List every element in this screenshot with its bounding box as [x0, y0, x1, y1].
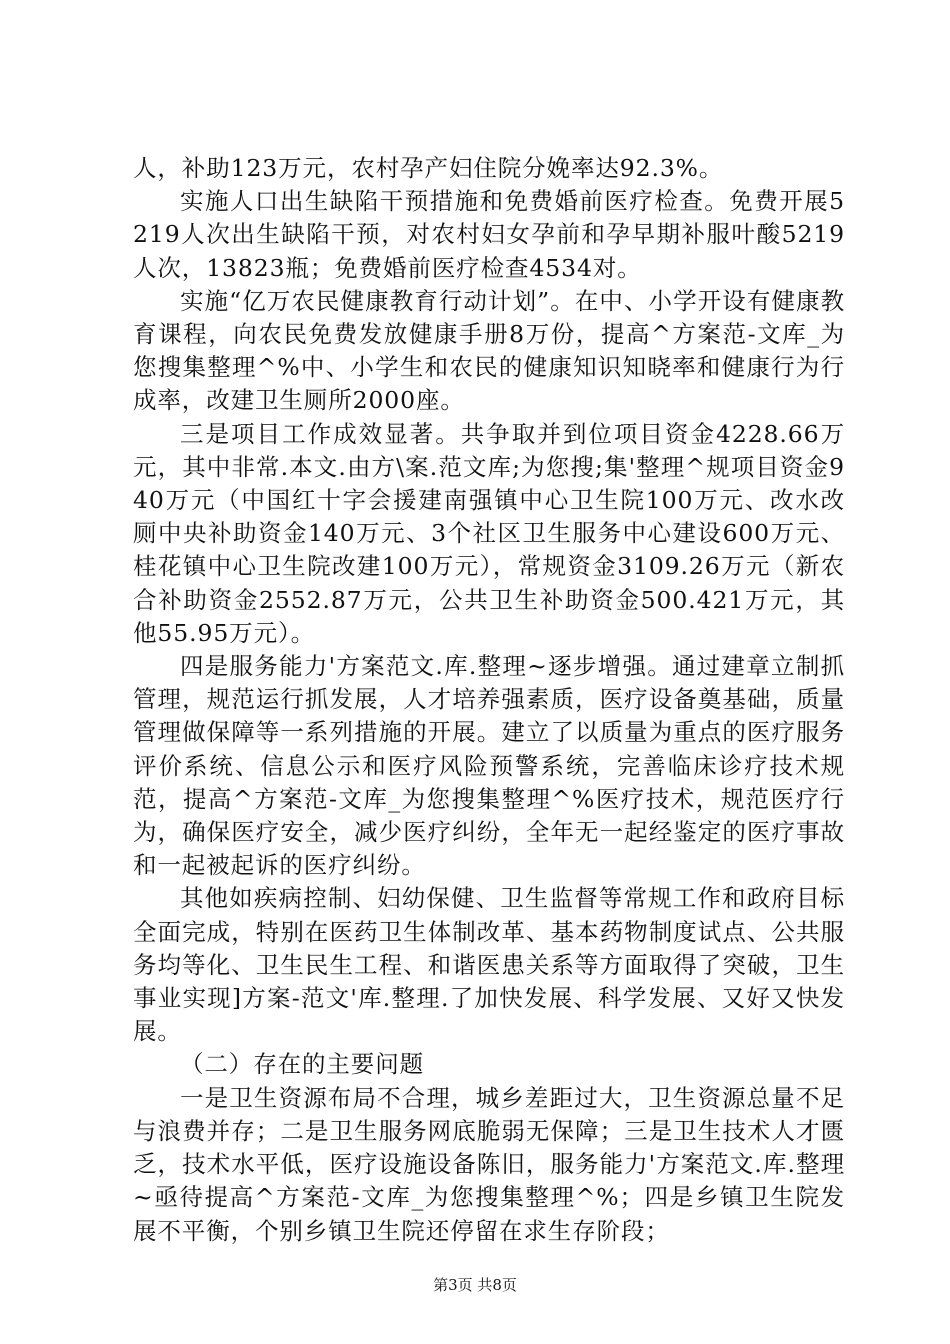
paragraph-1: 人，补助123万元，农村孕产妇住院分娩率达92.3%。 — [133, 154, 724, 182]
paragraph-6: 其他如疾病控制、妇幼保健、卫生监督等常规工作和政府目标全面完成，特别在医药卫生体制改革、基本药物制度试点、公共服务均等化、卫生民生工程、和谐医患关系等方面取得了突破，卫生事业实现]方案-范文'库.整理.了加快发展、科学发展、又好又快发展。 — [133, 884, 845, 1046]
paragraph-5: 四是服务能力'方案范文.库.整理~逐步增强。通过建章立制抓管理，规范运行抓发展，人才培养强素质，医疗设备奠基础，质量管理做保障等一系列措施的开展。建立了以质量为重点的医疗服务评价系统、信息公示和医疗风险预警系统，完善临床诊疗技术规范，提高^方案范-文库_为您搜集整理^%医疗技术，规范医疗行为，确保医疗安全，减少医疗纠纷，全年无一起经鉴定的医疗事故和一起被起诉的医疗纠纷。 — [133, 652, 845, 880]
document-body — [133, 152, 845, 1248]
paragraph-4: 三是项目工作成效显著。共争取并到位项目资金4228.66万元，其中非常.本文.由方\案.范文库;为您搜;集'整理^规项目资金940万元（中国红十字会援建南强镇中心卫生院100万元、改水改厕中央补助资金140万元、3个社区卫生服务中心建设600万元、桂花镇中心卫生院改建100万元），常规资金3109.26万元（新农合补助资金2552.87万元，公共卫生补助资金500.421万元，其他55.95万元）。 — [133, 419, 845, 647]
page-footer: 第3页 共8页 — [433, 1276, 517, 1294]
paragraph-3: 实施“亿万农民健康教育行动计划”。在中、小学开设有健康教育课程，向农民免费发放健康手册8万份，提高^方案范-文库_为您搜集整理^%中、小学生和农民的健康知识知晓率和健康行为行成率，改建卫生厕所2000座。 — [133, 286, 845, 415]
paragraph-8: 一是卫生资源布局不合理，城乡差距过大，卫生资源总量不足与浪费并存；二是卫生服务网底脆弱无保障；三是卫生技术人才匮乏，技术水平低，医疗设施设备陈旧，服务能力'方案范文.库.整理~亟待提高^方案范-文库_为您搜集整理^%；四是乡镇卫生院发展不平衡，个别乡镇卫生院还停留在求生存阶段； — [133, 1083, 845, 1245]
paragraph-2: 实施人口出生缺陷干预措施和免费婚前医疗检查。免费开展5219人次出生缺陷干预，对农村妇女孕前和孕早期补服叶酸5219人次，13823瓶；免费婚前医疗检查4534对。 — [133, 187, 845, 282]
section-heading: （二）存在的主要问题 — [180, 1050, 424, 1079]
